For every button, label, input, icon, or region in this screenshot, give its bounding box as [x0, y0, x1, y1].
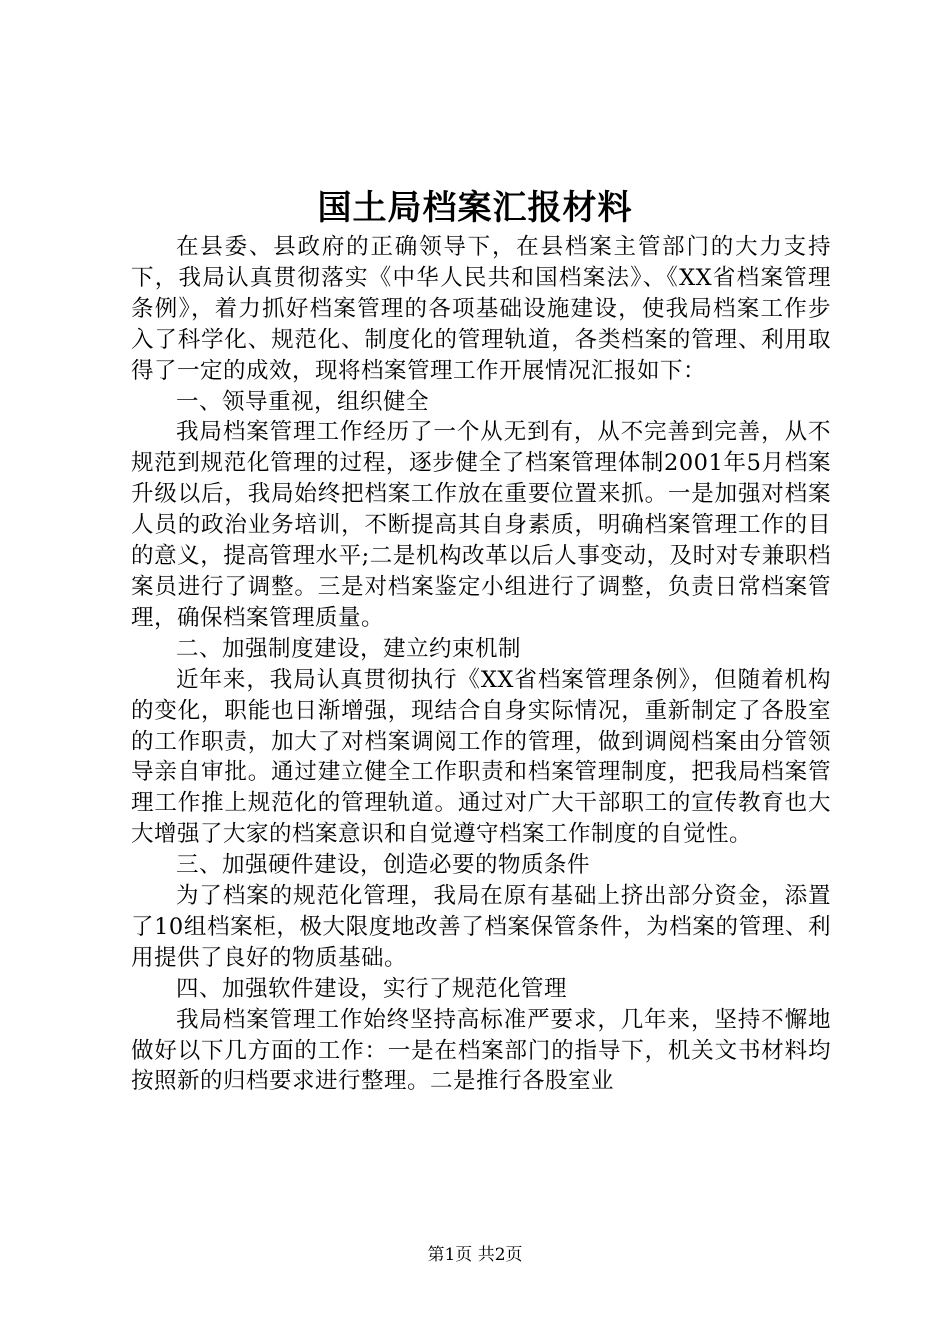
paragraph-section-3: 为了档案的规范化管理，我局在原有基础上挤出部分资金，添置了10组档案柜，极大限度地改善了档案保管条件，为档案的管理、利用提供了良好的物质基础。 — [131, 883, 831, 971]
paragraph-section-4: 我局档案管理工作始终坚持高标准严要求，几年来，坚持不懈地做好以下几方面的工作：一是在档案部门的指导下，机关文书材料均按照新的归档要求进行整理。二是推行各股室业 — [131, 1006, 831, 1095]
section-heading-2: 二、加强制度建设，建立约束机制 — [176, 635, 522, 662]
page-footer: 第1页 共2页 — [427, 1245, 523, 1265]
section-heading-4: 四、加强软件建设，实行了规范化管理 — [176, 975, 568, 1002]
section-heading-1: 一、领导重视，组织健全 — [176, 388, 430, 415]
document-body — [131, 232, 831, 1097]
section-heading-3: 三、加强硬件建设，创造必要的物质条件 — [176, 852, 591, 879]
paragraph-intro: 在县委、县政府的正确领导下，在县档案主管部门的大力支持下，我局认真贯彻落实《中华人民共和国档案法》、《XX省档案管理条例》，着力抓好档案管理的各项基础设施建设，使我局档案工作步入了科学化、规范化、制度化的管理轨道，各类档案的管理、利用取得了一定的成效，现将档案管理工作开展情况汇报如下： — [131, 234, 831, 384]
paragraph-section-1: 我局档案管理工作经历了一个从无到有，从不完善到完善，从不规范到规范化管理的过程，逐步健全了档案管理体制2001年5月档案升级以后，我局始终把档案工作放在重要位置来抓。一是加强对档案人员的政治业务培训，不断提高其自身素质，明确档案管理工作的目的意义，提高管理水平;二是机构改革以后人事变动，及时对专兼职档案员进行了调整。三是对档案鉴定小组进行了调整，负责日常档案管理，确保档案管理质量。 — [131, 419, 831, 631]
paragraph-section-2: 近年来，我局认真贯彻执行《XX省档案管理条例》，但随着机构的变化，职能也日渐增强，现结合自身实际情况，重新制定了各股室的工作职责，加大了对档案调阅工作的管理，做到调阅档案由分管领导亲自审批。通过建立健全工作职责和档案管理制度，把我局档案管理工作推上规范化的管理轨道。通过对广大干部职工的宣传教育也大大增强了大家的档案意识和自觉遵守档案工作制度的自觉性。 — [131, 666, 831, 848]
document-title: 国土局档案汇报材料 — [317, 188, 633, 228]
